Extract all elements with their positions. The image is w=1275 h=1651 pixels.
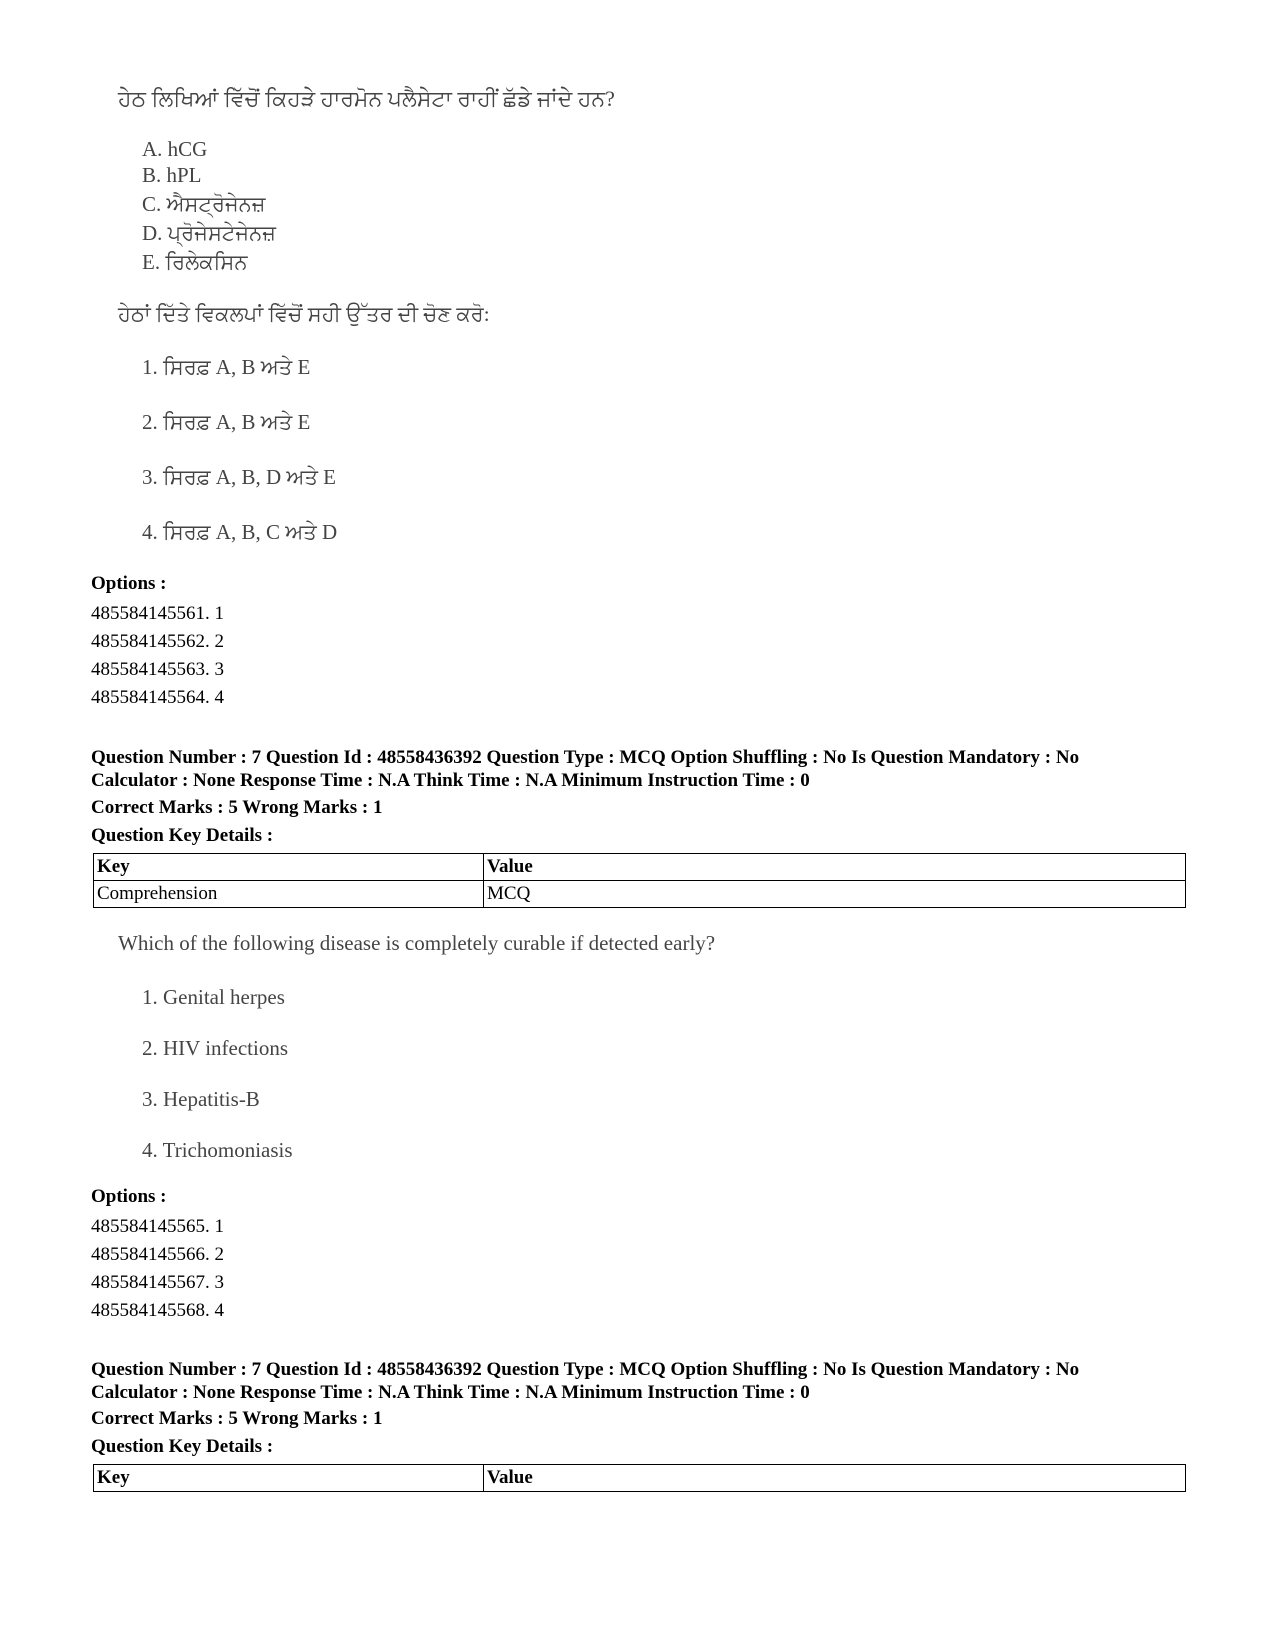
options-label: Options : bbox=[91, 573, 167, 594]
option-id: 485584145566. 2 bbox=[91, 1244, 224, 1265]
choice-item: 2. HIV infections bbox=[142, 1036, 289, 1060]
choice-item: 1. Genital herpes bbox=[142, 985, 285, 1009]
option-id: 485584145565. 1 bbox=[91, 1216, 224, 1237]
statement-list bbox=[142, 136, 276, 275]
option-id: 485584145563. 3 bbox=[91, 659, 224, 680]
table-cell: MCQ bbox=[484, 881, 1186, 908]
option-id: 485584145568. 4 bbox=[91, 1300, 224, 1321]
option-id: 485584145564. 4 bbox=[91, 687, 224, 708]
statement-item: D. ਪ੍ਰੋਜੇਸਟੇਜੇਨਜ਼ bbox=[142, 221, 276, 245]
table-header-cell: Value bbox=[484, 854, 1186, 881]
statement-item: C. ਐਸਟ੍ਰੋਜੇਨਜ਼ bbox=[142, 192, 266, 216]
choice-item: 4. ਸਿਰਫ਼ A, B, C ਅਤੇ D bbox=[142, 520, 338, 544]
option-id: 485584145561. 1 bbox=[91, 603, 224, 624]
question-meta-line: Question Number : 7 Question Id : 48558436392 Question Type : MCQ Option Shuffling : No Is Question Mandatory : No bbox=[91, 747, 1080, 768]
table-header-row bbox=[94, 854, 1186, 881]
statement-item: B. hPL bbox=[142, 163, 202, 187]
option-id: 485584145562. 2 bbox=[91, 631, 224, 652]
marks-line: Correct Marks : 5 Wrong Marks : 1 bbox=[91, 1408, 383, 1429]
key-details-table bbox=[93, 1464, 1186, 1492]
table-cell: Comprehension bbox=[94, 881, 484, 908]
choice-item: 1. ਸਿਰਫ਼ A, B ਅਤੇ E bbox=[142, 355, 311, 379]
choice-item: 4. Trichomoniasis bbox=[142, 1138, 293, 1162]
question-text: ਹੇਠ ਲਿਖਿਆਂ ਵਿੱਚੋਂ ਕਿਹੜੇ ਹਾਰਮੋਨ ਪਲੈਸੇਟਾ ਰਾਹੀਂ ਛੱਡੇ ਜਾਂਦੇ ਹਨ? bbox=[118, 86, 615, 111]
key-details-label: Question Key Details : bbox=[91, 1436, 274, 1457]
question-meta-line: Calculator : None Response Time : N.A Think Time : N.A Minimum Instruction Time : 0 bbox=[91, 770, 810, 791]
table-row bbox=[94, 881, 1186, 908]
instruction-text: ਹੇਠਾਂ ਦਿੱਤੇ ਵਿਕਲਪਾਂ ਵਿੱਚੋਂ ਸਹੀ ਉੱਤਰ ਦੀ ਚੋਣ ਕਰੋ: bbox=[118, 302, 490, 326]
options-list bbox=[91, 1213, 224, 1325]
question-meta bbox=[91, 1358, 1079, 1404]
key-details-label: Question Key Details : bbox=[91, 825, 274, 846]
question-meta-line: Question Number : 7 Question Id : 48558436392 Question Type : MCQ Option Shuffling : No Is Question Mandatory : No bbox=[91, 1359, 1080, 1380]
key-details-table bbox=[93, 853, 1186, 908]
choice-item: 3. ਸਿਰਫ਼ A, B, D ਅਤੇ E bbox=[142, 465, 336, 489]
table-header-row bbox=[94, 1465, 1186, 1492]
question-meta-line: Calculator : None Response Time : N.A Think Time : N.A Minimum Instruction Time : 0 bbox=[91, 1382, 810, 1403]
choice-item: 3. Hepatitis-B bbox=[142, 1087, 260, 1111]
options-label: Options : bbox=[91, 1186, 167, 1207]
option-id: 485584145567. 3 bbox=[91, 1272, 224, 1293]
options-list bbox=[91, 600, 224, 712]
table-header-cell: Key bbox=[94, 1465, 484, 1492]
marks-line: Correct Marks : 5 Wrong Marks : 1 bbox=[91, 797, 383, 818]
table-header-cell: Key bbox=[94, 854, 484, 881]
statement-item: E. ਰਿਲੇਕਸਿਨ bbox=[142, 250, 248, 274]
table-header-cell: Value bbox=[484, 1465, 1186, 1492]
question-meta bbox=[91, 746, 1079, 792]
choice-item: 2. ਸਿਰਫ਼ A, B ਅਤੇ E bbox=[142, 410, 311, 434]
statement-item: A. hCG bbox=[142, 137, 208, 161]
question-text: Which of the following disease is completely curable if detected early? bbox=[118, 931, 716, 955]
